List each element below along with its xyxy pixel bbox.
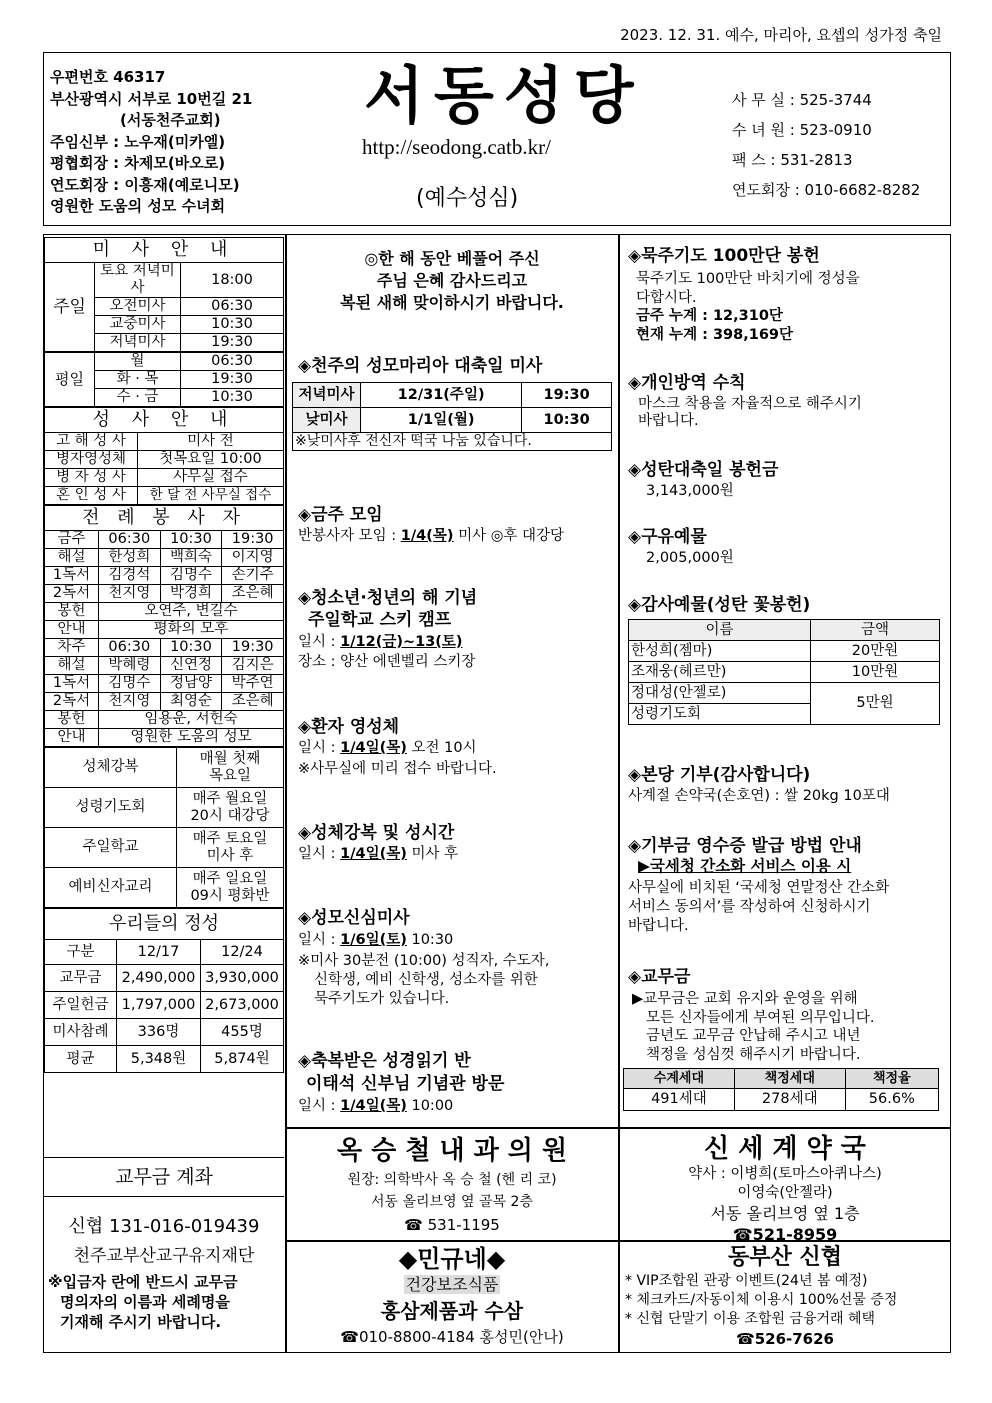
offering-table bbox=[44, 908, 284, 1073]
donation-title: ◈본당 기부(감사합니다) bbox=[628, 765, 811, 785]
server-cell: 19:30 bbox=[222, 531, 284, 549]
cu-name: 동부산 신협 bbox=[728, 1245, 842, 1270]
schedule-time: 매월 첫째 목요일 bbox=[177, 748, 284, 788]
server-cell: 안내 bbox=[45, 621, 99, 639]
server-cell: 천지영 bbox=[99, 693, 161, 711]
page-subtitle: (예수성심) bbox=[416, 186, 519, 211]
offering-cell: 336명 bbox=[117, 1019, 201, 1046]
greeting-line: 복된 새해 맞이하시기 바랍니다. bbox=[340, 293, 564, 312]
rosary-title: ◈묵주기도 100만단 봉헌 bbox=[628, 246, 820, 266]
server-cell: 임용운, 서헌숙 bbox=[99, 711, 284, 729]
camp-title: ◈청소년·청년의 해 기념 bbox=[298, 588, 478, 608]
server-cell: 2독서 bbox=[45, 693, 99, 711]
bible-title: ◈축복받은 성경읽기 반 bbox=[298, 1051, 471, 1071]
site-url[interactable]: http://seodong.catb.kr/ bbox=[362, 135, 551, 159]
server-cell: 2독서 bbox=[45, 585, 99, 603]
clinic-phone: ☎ 531-1195 bbox=[404, 1216, 500, 1234]
server-cell: 오연주, 변길수 bbox=[99, 603, 284, 621]
account-number: 신협 131-016-019439 bbox=[68, 1216, 260, 1237]
mass-name: 월 bbox=[95, 352, 181, 371]
dues-cell: 56.6% bbox=[845, 1089, 938, 1111]
dues-body bbox=[632, 990, 875, 1064]
phone-line: 수 녀 원 : 523-0910 bbox=[732, 121, 872, 139]
quarantine-line: 바랍니다. bbox=[638, 413, 699, 429]
rosary-line: 다합시다. bbox=[636, 289, 697, 306]
donation-line: 사계절 손약국(손호연) : 쌀 20kg 10포대 bbox=[628, 788, 890, 804]
receipt-title: ◈기부금 영수증 발급 방법 안내 bbox=[628, 836, 862, 856]
dues-line: 금년도 교무금 안납해 주시고 내년 bbox=[646, 1028, 861, 1044]
server-cell: 이지영 bbox=[222, 549, 284, 567]
thanks-head: 이름 bbox=[629, 620, 811, 641]
guyu-amount: 2,005,000원 bbox=[646, 550, 734, 566]
schedule-time: 매주 토요일 미사 후 bbox=[177, 828, 284, 868]
receipt-line: 바랍니다. bbox=[628, 918, 689, 934]
xmas-amount: 3,143,000원 bbox=[646, 483, 734, 499]
dues-table bbox=[623, 1068, 939, 1111]
thanks-table bbox=[628, 619, 940, 725]
masthead bbox=[43, 52, 951, 226]
offering-head: 12/24 bbox=[201, 940, 284, 965]
note-line: 명의자의 이름과 세례명을 bbox=[60, 1293, 230, 1311]
receipt-line: 사무실에 비치된 ‘국세청 연말정산 간소화 bbox=[628, 880, 890, 896]
header-line: 영원한 도움의 성모 수녀회 bbox=[50, 197, 226, 215]
ad-credit-union bbox=[619, 1244, 951, 1349]
feast-cell: 10:30 bbox=[522, 408, 612, 433]
header-line: 주임신부 : 노우재(미카엘) bbox=[50, 132, 226, 151]
shop-name: ◆민규네◆ bbox=[398, 1245, 506, 1273]
clinic-line: 원장: 의학박사 옥 승 철 (헨 리 코) bbox=[347, 1172, 557, 1188]
mass-time: 06:30 bbox=[181, 352, 284, 371]
heart-line bbox=[298, 932, 453, 949]
schedule-time: 매주 일요일 09시 평화반 bbox=[177, 868, 284, 908]
date: 1/4(목) bbox=[400, 528, 454, 544]
text: 미사 ◎후 대강당 bbox=[453, 528, 565, 544]
heart-title: ◈성모신심미사 bbox=[298, 908, 410, 928]
mass-time: 18:00 bbox=[181, 263, 284, 298]
feast-cell: 19:30 bbox=[522, 383, 612, 408]
server-cell: 봉헌 bbox=[45, 603, 99, 621]
date: 1/4일(목) bbox=[340, 1098, 407, 1114]
note-line: ※미사 30분전 (10:00) 성직자, 수도자, bbox=[298, 953, 550, 969]
mass-table bbox=[44, 237, 284, 407]
rosary-line: 금주 누계 : 12,310단 bbox=[636, 308, 783, 324]
dues-cell: 491세대 bbox=[624, 1089, 735, 1111]
text: 미사 후 bbox=[406, 846, 459, 862]
server-cell: 박경희 bbox=[160, 585, 222, 603]
server-cell: 김명수 bbox=[160, 567, 222, 585]
sick-line bbox=[298, 740, 477, 757]
account-note bbox=[48, 1272, 238, 1332]
dateline: 2023. 12. 31. 예수, 마리아, 요셉의 성가정 축일 bbox=[620, 26, 942, 44]
account-title: 교무금 계좌 bbox=[44, 1157, 284, 1197]
sacrament-name: 고 해 성 사 bbox=[45, 433, 138, 451]
server-cell: 차주 bbox=[45, 639, 99, 657]
geumju-line bbox=[298, 528, 564, 545]
weekday-label: 평일 bbox=[45, 352, 95, 407]
servers-table bbox=[44, 505, 284, 747]
date: 1/4일(목) bbox=[340, 740, 407, 756]
server-cell: 조은혜 bbox=[222, 585, 284, 603]
server-cell: 10:30 bbox=[160, 531, 222, 549]
server-cell: 해설 bbox=[45, 657, 99, 675]
pharmacy-name: 신 세 계 약 국 bbox=[704, 1134, 866, 1164]
server-cell: 평화의 모후 bbox=[99, 621, 284, 639]
server-cell: 박주연 bbox=[222, 675, 284, 693]
server-cell: 박혜령 bbox=[99, 657, 161, 675]
mass-time: 10:30 bbox=[181, 389, 284, 407]
sacrament-name: 병 자 성 사 bbox=[45, 469, 138, 487]
ad-minkyu bbox=[286, 1244, 618, 1348]
text: 일시 : bbox=[298, 740, 341, 756]
sacrament-name: 병자영성체 bbox=[45, 451, 138, 469]
server-cell: 10:30 bbox=[160, 639, 222, 657]
server-cell: 천지영 bbox=[99, 585, 161, 603]
server-cell: 김명수 bbox=[99, 675, 161, 693]
server-cell: 최영순 bbox=[160, 693, 222, 711]
mass-name: 화 · 목 bbox=[95, 371, 181, 389]
header-left bbox=[50, 67, 252, 218]
servers-title: 전 례 봉 사 자 bbox=[45, 506, 284, 531]
greeting bbox=[286, 248, 618, 314]
guyu-title: ◈구유예물 bbox=[628, 527, 707, 547]
sunday-label: 주일 bbox=[45, 263, 95, 353]
phone-line: 사 무 실 : 525-3744 bbox=[732, 91, 872, 109]
receipt-sub: ▶국세청 간소화 서비스 이용 시 bbox=[638, 857, 852, 875]
date: 1/6일(토) bbox=[340, 932, 407, 948]
server-cell: 안내 bbox=[45, 729, 99, 747]
ad-pharmacy bbox=[619, 1133, 951, 1245]
text: 10:00 bbox=[406, 1098, 454, 1114]
thanks-name: 조재웅(헤르만) bbox=[629, 662, 811, 683]
cu-line: * VIP조합원 관광 이벤트(24년 봄 예정) bbox=[625, 1273, 868, 1289]
feast-note: ※낮미사후 전신자 떡국 나눔 있습니다. bbox=[293, 433, 612, 451]
offering-cell: 5,874원 bbox=[201, 1046, 284, 1073]
server-cell: 백희숙 bbox=[160, 549, 222, 567]
camp-place: 장소 : 양산 에덴벨리 스키장 bbox=[298, 654, 476, 670]
server-cell: 신연정 bbox=[160, 657, 222, 675]
geumju-title: ◈금주 모임 bbox=[298, 505, 383, 525]
server-cell: 06:30 bbox=[99, 639, 161, 657]
receipt-body bbox=[628, 879, 889, 936]
rosary-body bbox=[636, 270, 860, 344]
sacrament-info: 첫목요일 10:00 bbox=[138, 451, 284, 469]
text: 일시 : bbox=[298, 634, 341, 650]
thanks-name: 성령기도회 bbox=[629, 704, 811, 725]
header-line: 부산광역시 서부로 10번길 21 bbox=[50, 89, 253, 108]
thanks-name: 정대성(안젤로) bbox=[629, 683, 811, 704]
server-cell: 1독서 bbox=[45, 567, 99, 585]
mass-name: 수 · 금 bbox=[95, 389, 181, 407]
offering-cell: 미사참례 bbox=[45, 1019, 117, 1046]
server-cell: 한성희 bbox=[99, 549, 161, 567]
mass-name: 저녁미사 bbox=[95, 334, 181, 353]
feast-table bbox=[292, 382, 612, 451]
offering-cell: 3,930,000 bbox=[201, 965, 284, 992]
offering-cell: 2,490,000 bbox=[117, 965, 201, 992]
note-line: ※입금자 란에 반드시 교무금 bbox=[48, 1273, 238, 1291]
offering-cell: 1,797,000 bbox=[117, 992, 201, 1019]
bible-line bbox=[298, 1098, 453, 1115]
pharmacy-line: 이영숙(안젤라) bbox=[737, 1185, 833, 1201]
offering-cell: 주일헌금 bbox=[45, 992, 117, 1019]
sacrament-info: 미사 전 bbox=[138, 433, 284, 451]
page-title: 서동성당 bbox=[364, 59, 644, 132]
offering-head: 구분 bbox=[45, 940, 117, 965]
text: 일시 : bbox=[298, 846, 341, 862]
thanks-amount: 5만원 bbox=[811, 683, 940, 725]
thanks-name: 한성희(젬마) bbox=[629, 641, 811, 662]
receipt-line: 서비스 동의서’를 작성하여 신청하시기 bbox=[628, 899, 871, 915]
dues-title: ◈교무금 bbox=[628, 967, 691, 987]
sacrament-info: 사무실 접수 bbox=[138, 469, 284, 487]
camp-date bbox=[298, 634, 463, 651]
shop-tag: 건강보조식품 bbox=[405, 1275, 499, 1294]
header-line: 평협회장 : 차제모(바오로) bbox=[50, 154, 226, 172]
shop-phone: ☎010-8800-4184 홍성민(안나) bbox=[340, 1328, 564, 1346]
mass-title: 미 사 안 내 bbox=[45, 238, 284, 263]
camp-subtitle: 주일학교 스키 캠프 bbox=[308, 610, 452, 630]
text: 10:30 bbox=[406, 932, 454, 948]
note-line: 묵주기도가 있습니다. bbox=[314, 991, 450, 1007]
dues-line: 책정을 성심껏 해주시기 바랍니다. bbox=[646, 1046, 861, 1063]
quarantine-body bbox=[638, 396, 862, 430]
feast-cell: 낮미사 bbox=[293, 408, 361, 433]
sacrament-name: 혼 인 성 사 bbox=[45, 487, 138, 505]
server-cell: 조은혜 bbox=[222, 693, 284, 711]
server-cell: 정남양 bbox=[160, 675, 222, 693]
header-right bbox=[732, 85, 920, 205]
cu-phone: ☎526-7626 bbox=[736, 1330, 834, 1348]
header-line: (서동천주교회) bbox=[120, 111, 221, 129]
quarantine-line: 마스크 착용을 자율적으로 해주시기 bbox=[638, 396, 862, 412]
cu-line: * 체크카드/자동이체 이용시 100%선물 증정 bbox=[625, 1292, 898, 1308]
mass-name: 오전미사 bbox=[95, 298, 181, 316]
dues-cell: 278세대 bbox=[734, 1089, 845, 1111]
dues-head: 책정세대 bbox=[734, 1069, 845, 1089]
text: 일시 : bbox=[298, 1098, 341, 1114]
greeting-line: ◎한 해 동안 베풀어 주신 bbox=[364, 249, 540, 268]
pharmacy-line: 서동 올리브영 옆 1층 bbox=[710, 1204, 860, 1223]
server-cell: 김경석 bbox=[99, 567, 161, 585]
server-cell: 손기주 bbox=[222, 567, 284, 585]
pharmacy-phone: ☎521-8959 bbox=[732, 1225, 838, 1244]
thanks-head: 금액 bbox=[811, 620, 940, 641]
schedule-time: 매주 월요일 20시 대강당 bbox=[177, 788, 284, 828]
clinic-line: 서동 올리브영 옆 골목 2층 bbox=[371, 1194, 533, 1210]
mass-time: 10:30 bbox=[181, 316, 284, 334]
ad-clinic bbox=[286, 1133, 618, 1237]
server-cell: 영원한 도움의 성모 bbox=[99, 729, 284, 747]
mass-time: 19:30 bbox=[181, 371, 284, 389]
server-cell: 금주 bbox=[45, 531, 99, 549]
sick-note: ※사무실에 미리 접수 바랍니다. bbox=[298, 761, 497, 777]
phone-line: 연도회장 : 010-6682-8282 bbox=[732, 181, 921, 199]
server-cell: 해설 bbox=[45, 549, 99, 567]
rosary-line: 묵주기도 100만단 바치기에 정성을 bbox=[636, 271, 860, 287]
offering-cell: 5,348원 bbox=[117, 1046, 201, 1073]
note-line: 신학생, 예비 신학생, 성소자를 위한 bbox=[314, 972, 538, 988]
date: 1/12(금)~13(토) bbox=[340, 634, 463, 650]
dues-line: 모든 신자들에게 부여된 의무입니다. bbox=[646, 1009, 875, 1026]
sacrament-table bbox=[44, 407, 284, 505]
sick-title: ◈환자 영성체 bbox=[298, 717, 400, 737]
server-cell: 봉헌 bbox=[45, 711, 99, 729]
heart-note bbox=[298, 952, 549, 1009]
dues-head: 책정율 bbox=[845, 1069, 938, 1089]
mass-name: 교중미사 bbox=[95, 316, 181, 334]
dues-head: 수계세대 bbox=[624, 1069, 735, 1089]
thanks-title: ◈감사예물(성탄 꽃봉헌) bbox=[628, 595, 811, 615]
account-name: 천주교부산교구유지재단 bbox=[73, 1246, 255, 1266]
server-cell: 06:30 bbox=[99, 531, 161, 549]
clinic-name: 옥 승 철 내 과 의 원 bbox=[336, 1136, 568, 1166]
server-cell: 김지은 bbox=[222, 657, 284, 675]
header-line: 우편번호 46317 bbox=[50, 68, 166, 86]
quarantine-title: ◈개인방역 수칙 bbox=[628, 373, 746, 393]
thanks-amount: 10만원 bbox=[811, 662, 940, 683]
server-cell: 1독서 bbox=[45, 675, 99, 693]
note-line: 기재해 주시기 바랍니다. bbox=[60, 1313, 222, 1331]
schedule-name: 주일학교 bbox=[45, 828, 177, 868]
mass-name: 토요 저녁미사 bbox=[95, 263, 181, 298]
adoration-title: ◈성체강복 및 성시간 bbox=[298, 823, 455, 843]
feast-cell: 저녁미사 bbox=[293, 383, 361, 408]
schedule-table bbox=[44, 747, 284, 908]
shop-line: 홍삼제품과 수삼 bbox=[380, 1299, 524, 1323]
server-cell: 19:30 bbox=[222, 639, 284, 657]
feast-title: ◈천주의 성모마리아 대축일 미사 bbox=[298, 356, 543, 376]
text: 반봉사자 모임 : bbox=[298, 528, 401, 544]
header-line: 연도회장 : 이흥재(예로니모) bbox=[50, 175, 240, 194]
offering-cell: 2,673,000 bbox=[201, 992, 284, 1019]
feast-cell: 12/31(주일) bbox=[361, 383, 522, 408]
thanks-amount: 20만원 bbox=[811, 641, 940, 662]
sacrament-info: 한 달 전 사무실 접수 bbox=[138, 487, 284, 505]
mass-time: 06:30 bbox=[181, 298, 284, 316]
offering-cell: 455명 bbox=[201, 1019, 284, 1046]
date: 1/4일(목) bbox=[340, 846, 407, 862]
xmas-title: ◈성탄대축일 봉헌금 bbox=[628, 460, 779, 480]
sacrament-title: 성 사 안 내 bbox=[45, 408, 284, 433]
divider bbox=[285, 1127, 951, 1129]
cu-line: * 신협 단말기 이용 조합원 금융거래 혜택 bbox=[625, 1311, 876, 1327]
greeting-line: 주님 은혜 감사드리고 bbox=[376, 271, 528, 290]
pharmacy-line: 약사 : 이병희(토마스아퀴나스) bbox=[688, 1166, 882, 1182]
phone-line: 팩 스 : 531-2813 bbox=[732, 151, 853, 169]
offering-cell: 평균 bbox=[45, 1046, 117, 1073]
text: 오전 10시 bbox=[406, 740, 477, 756]
text: 일시 : bbox=[298, 932, 341, 948]
mass-time: 19:30 bbox=[181, 334, 284, 353]
adoration-line bbox=[298, 846, 458, 863]
schedule-name: 성체강복 bbox=[45, 748, 177, 788]
offering-head: 12/17 bbox=[117, 940, 201, 965]
feast-cell: 1/1일(월) bbox=[361, 408, 522, 433]
schedule-name: 예비신자교리 bbox=[45, 868, 177, 908]
offering-cell: 교무금 bbox=[45, 965, 117, 992]
rosary-line: 현재 누계 : 398,169단 bbox=[636, 326, 794, 343]
schedule-name: 성령기도회 bbox=[45, 788, 177, 828]
bible-subtitle: 이태석 신부님 기념관 방문 bbox=[306, 1074, 505, 1094]
left-column bbox=[44, 237, 284, 1073]
dues-line: ▶교무금은 교회 유지와 운영을 위해 bbox=[632, 991, 858, 1007]
offering-title: 우리들의 정성 bbox=[45, 909, 284, 940]
